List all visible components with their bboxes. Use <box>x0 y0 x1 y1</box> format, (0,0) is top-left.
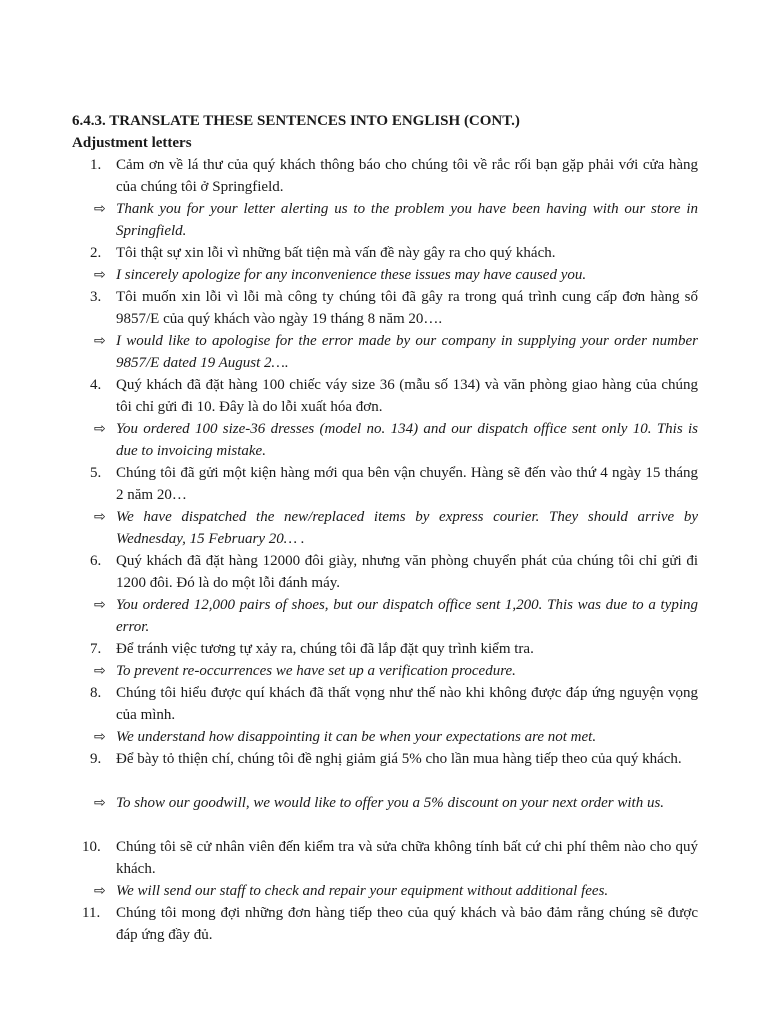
vietnamese-sentence-2 <box>72 242 698 264</box>
english-translation-7 <box>72 660 698 682</box>
vietnamese-sentence-9 <box>72 748 698 792</box>
arrow-right-icon: ⇨ <box>94 421 106 437</box>
item-number: 10. <box>82 839 101 855</box>
arrow-right-icon: ⇨ <box>94 795 106 811</box>
section-heading: 6.4.3. TRANSLATE THESE SENTENCES INTO ENGLISH (CONT.) <box>72 113 520 129</box>
vietnamese-text: Chúng tôi mong đợi những đơn hàng tiếp theo của quý khách và bảo đảm rằng chúng sẽ được đáp ứng đầy đủ. <box>116 905 698 943</box>
vietnamese-sentence-6 <box>72 550 698 594</box>
vietnamese-sentence-5 <box>72 462 698 506</box>
arrow-right-icon: ⇨ <box>94 333 106 349</box>
english-translation-1 <box>72 198 698 242</box>
item-number: 3. <box>90 289 102 305</box>
vietnamese-text: Để bày tỏ thiện chí, chúng tôi đề nghị giảm giá 5% cho lần mua hàng tiếp theo của quý khách. <box>116 751 682 767</box>
arrow-right-icon: ⇨ <box>94 201 106 217</box>
item-number: 2. <box>90 245 102 261</box>
vietnamese-sentence-4 <box>72 374 698 418</box>
english-text: You ordered 100 size-36 dresses (model no. 134) and our dispatch office sent only 10. This is due to invoicing mistake. <box>116 421 698 459</box>
english-translation-4 <box>72 418 698 462</box>
item-number: 4. <box>90 377 102 393</box>
english-text: I sincerely apologize for any inconvenience these issues may have caused you. <box>116 267 587 283</box>
item-number: 8. <box>90 685 102 701</box>
item-number: 11. <box>82 905 101 921</box>
english-text: We understand how disappointing it can be when your expectations are not met. <box>116 729 597 745</box>
vietnamese-text: Quý khách đã đặt hàng 100 chiếc váy size 36 (mẫu số 134) và văn phòng giao hàng của chúng tôi chỉ gửi đi 10. Đây là do lỗi xuất hóa đơn. <box>116 377 698 415</box>
vietnamese-text: Cảm ơn về lá thư của quý khách thông báo cho chúng tôi về rắc rối bạn gặp phải với cửa hàng của chúng tôi ở Springfield. <box>116 157 698 195</box>
english-translation-6 <box>72 594 698 638</box>
document-page <box>72 110 698 946</box>
english-translation-5 <box>72 506 698 550</box>
english-text: To show our goodwill, we would like to offer you a 5% discount on your next order with us. <box>116 795 665 811</box>
english-text: To prevent re-occurrences we have set up a verification procedure. <box>116 663 516 679</box>
item-number: 5. <box>90 465 102 481</box>
english-translation-10 <box>72 880 698 902</box>
vietnamese-sentence-7 <box>72 638 698 660</box>
english-text: We will send our staff to check and repair your equipment without additional fees. <box>116 883 609 899</box>
english-translation-2 <box>72 264 698 286</box>
vietnamese-text: Chúng tôi đã gửi một kiện hàng mới qua bên vận chuyển. Hàng sẽ đến vào thứ 4 ngày 15 tháng 2 năm 20… <box>116 465 698 503</box>
arrow-right-icon: ⇨ <box>94 729 106 745</box>
item-number: 9. <box>90 751 102 767</box>
item-number: 7. <box>90 641 102 657</box>
vietnamese-text: Tôi thật sự xin lỗi vì những bất tiện mà vấn đề này gây ra cho quý khách. <box>116 245 556 261</box>
section-subheading: Adjustment letters <box>72 135 192 151</box>
arrow-right-icon: ⇨ <box>94 597 106 613</box>
vietnamese-text: Quý khách đã đặt hàng 12000 đôi giày, nhưng văn phòng chuyển phát của chúng tôi chỉ gửi đi 1200 đôi. Đó là do một lỗi đánh máy. <box>116 553 698 591</box>
arrow-right-icon: ⇨ <box>94 663 106 679</box>
vietnamese-sentence-1 <box>72 154 698 198</box>
item-number: 6. <box>90 553 102 569</box>
english-text: We have dispatched the new/replaced items by express courier. They should arrive by Wednesday, 15 February 20… . <box>116 509 698 547</box>
item-number: 1. <box>90 157 102 173</box>
vietnamese-text: Chúng tôi hiểu được quí khách đã thất vọng như thế nào khi không được đáp ứng nguyện vọng của mình. <box>116 685 698 723</box>
vietnamese-sentence-10 <box>72 836 698 880</box>
vietnamese-sentence-3 <box>72 286 698 330</box>
vietnamese-sentence-11 <box>72 902 698 946</box>
english-translation-3 <box>72 330 698 374</box>
english-translation-9 <box>72 792 698 836</box>
english-text: You ordered 12,000 pairs of shoes, but our dispatch office sent 1,200. This was due to a typing error. <box>116 597 698 635</box>
arrow-right-icon: ⇨ <box>94 267 106 283</box>
arrow-right-icon: ⇨ <box>94 883 106 899</box>
english-translation-8 <box>72 726 698 748</box>
vietnamese-text: Tôi muốn xin lỗi vì lỗi mà công ty chúng tôi đã gây ra trong quá trình cung cấp đơn hàng số 9857/E của quý khách vào ngày 19 tháng 8 năm 20…. <box>116 289 698 327</box>
vietnamese-sentence-8 <box>72 682 698 726</box>
english-text: I would like to apologise for the error made by our company in supplying your order number 9857/E dated 19 August 2…. <box>116 333 698 371</box>
arrow-right-icon: ⇨ <box>94 509 106 525</box>
vietnamese-text: Để tránh việc tương tự xảy ra, chúng tôi đã lắp đặt quy trình kiểm tra. <box>116 641 534 657</box>
english-text: Thank you for your letter alerting us to the problem you have been having with our store in Springfield. <box>116 201 698 239</box>
vietnamese-text: Chúng tôi sẽ cử nhân viên đến kiểm tra và sửa chữa không tính bất cứ chi phí thêm nào cho quý khách. <box>116 839 698 877</box>
